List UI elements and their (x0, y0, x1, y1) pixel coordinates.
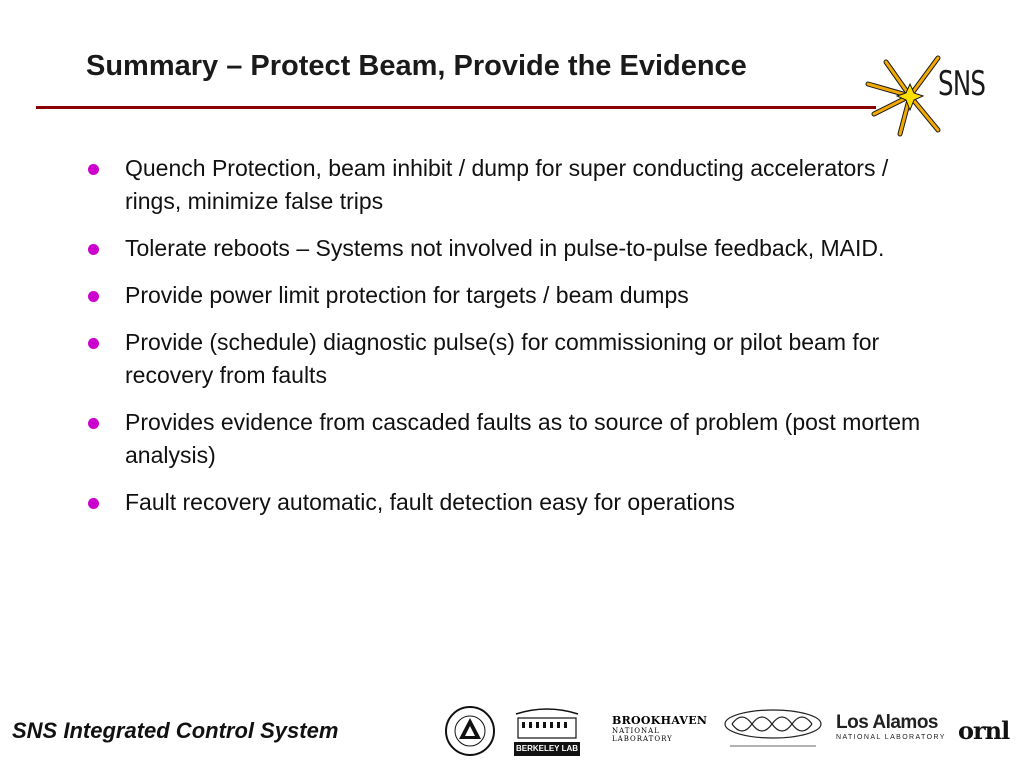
bullet-item (88, 326, 948, 392)
title-divider (36, 106, 876, 109)
jefferson-lab-logo-icon (720, 704, 826, 752)
bullet-item (88, 486, 948, 519)
bullet-text: Provide (schedule) diagnostic pulse(s) for commissioning or pilot beam for recovery from faults (125, 329, 880, 388)
brookhaven-name: BROOKHAVEN (612, 714, 708, 727)
brookhaven-sub: NATIONAL LABORATORY (612, 727, 673, 743)
footer-title: SNS Integrated Control System (12, 718, 339, 743)
bullet-list (88, 152, 948, 533)
bullet-item (88, 406, 948, 472)
bullet-text: Provide power limit protection for targets / beam dumps (125, 282, 689, 308)
los-alamos-name: Los Alamos (836, 712, 938, 733)
los-alamos-sub: NATIONAL LABORATORY (836, 734, 946, 741)
berkeley-lab-text: BERKELEY LAB (515, 744, 579, 753)
page-title: Summary – Protect Beam, Provide the Evidence (86, 50, 747, 82)
los-alamos-logo (836, 712, 946, 741)
ornl-logo: ornl (958, 716, 1010, 745)
sns-logo (860, 50, 990, 140)
argonne-logo (444, 705, 496, 757)
berkeley-lab-logo (512, 700, 582, 762)
bullet-dot-icon (88, 338, 99, 349)
bullet-dot-icon (88, 244, 99, 255)
bullet-dot-icon (88, 418, 99, 429)
bullet-text: Quench Protection, beam inhibit / dump for super conducting accelerators / rings, minimize false trips (125, 155, 889, 214)
bullet-dot-icon (88, 291, 99, 302)
bullet-dot-icon (88, 498, 99, 509)
argonne-seal-icon (444, 705, 496, 757)
sns-logo-text: SNS (938, 64, 986, 104)
bullet-dot-icon (88, 164, 99, 175)
bullet-text: Provides evidence from cascaded faults as to source of problem (post mortem analysis) (125, 409, 921, 468)
bullet-text: Tolerate reboots – Systems not involved in pulse-to-pulse feedback, MAID. (125, 235, 885, 261)
bullet-item (88, 279, 948, 312)
bullet-text: Fault recovery automatic, fault detection easy for operations (125, 489, 735, 515)
brookhaven-logo (612, 714, 710, 743)
jefferson-lab-logo (720, 704, 826, 752)
bullet-item (88, 232, 948, 265)
bullet-item (88, 152, 948, 218)
